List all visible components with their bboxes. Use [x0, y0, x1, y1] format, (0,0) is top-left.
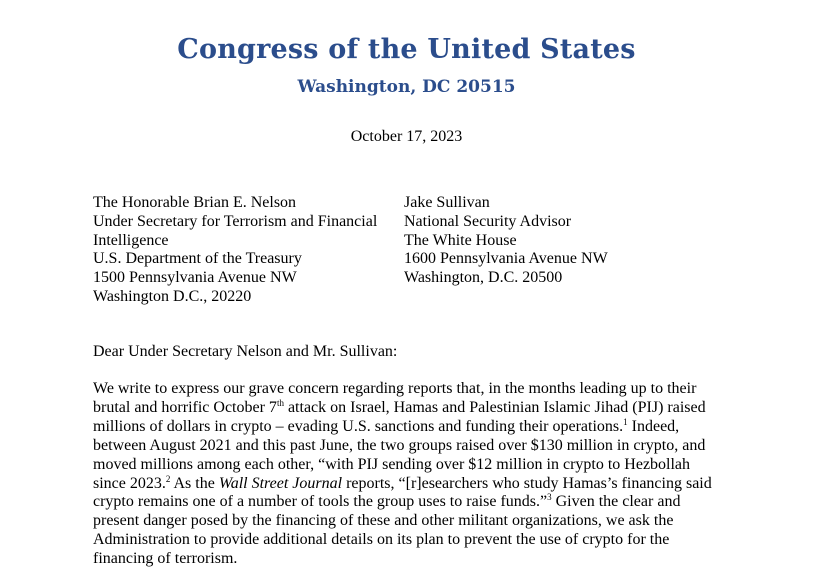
body-text: present danger posed by the financing of these and other militant organizations, we ask the — [93, 512, 674, 530]
recipient-left-line: Intelligence — [93, 231, 169, 249]
body-text: since 2023. — [93, 474, 166, 492]
recipient-left-line: The Honorable Brian E. Nelson — [93, 194, 297, 211]
body-text: crypto remains one of a number of tools the group uses to raise funds.” — [93, 493, 548, 511]
recipient-right-line: The White House — [404, 231, 517, 249]
body-text: financing of terrorism. — [93, 550, 238, 568]
salutation: Dear Under Secretary Nelson and Mr. Sullivan: — [93, 343, 398, 360]
body-text: As the — [170, 474, 219, 492]
footnote-marker: 1 — [623, 416, 628, 427]
body-line — [93, 550, 733, 569]
body-text: Indeed, — [627, 417, 680, 435]
ordinal-superscript: th — [276, 397, 284, 408]
body-text: Given the clear and — [551, 493, 681, 511]
recipient-right-line: 1600 Pennsylvania Avenue NW — [404, 250, 608, 268]
body-line — [93, 418, 733, 437]
body-line — [93, 399, 733, 418]
publication-title: Wall Street Journal — [218, 474, 343, 492]
body-line — [93, 531, 733, 550]
recipient-right-line: Washington, D.C. 20500 — [404, 269, 563, 287]
recipient-right-line: Jake Sullivan — [404, 194, 490, 211]
body-text: millions of dollars in crypto – evading U.S. sanctions and funding their operations. — [93, 417, 624, 435]
body-text: Administration to provide additional details on its plan to prevent the use of crypto for the — [93, 531, 670, 549]
letterhead-address: Washington, DC 20515 — [297, 77, 516, 97]
recipient-block-left — [93, 194, 377, 307]
recipient-block-right — [404, 194, 608, 288]
body-line — [93, 380, 733, 399]
body-text: between August 2021 and this past June, the two groups raised over $130 million in crypto, and — [93, 436, 706, 454]
recipient-left-line: Washington D.C., 20220 — [93, 287, 252, 305]
recipient-left-line: U.S. Department of the Treasury — [93, 250, 302, 268]
body-text: moved millions among each other, “with PIJ sending over $12 million in crypto to Hezbollah — [93, 455, 691, 473]
body-line — [93, 512, 733, 531]
body-text: attack on Israel, Hamas and Palestinian Islamic Jihad (PIJ) raised — [283, 398, 706, 416]
letter-date: October 17, 2023 — [350, 128, 463, 145]
body-text: brutal and horrific October 7 — [93, 398, 277, 416]
letterhead-title: Congress of the United States — [177, 34, 636, 65]
recipient-right-line: National Security Advisor — [404, 212, 572, 230]
footnote-marker: 3 — [547, 492, 552, 503]
recipient-left-line: Under Secretary for Terrorism and Financial — [93, 212, 378, 230]
body-line — [93, 493, 733, 512]
footnote-marker: 2 — [165, 473, 171, 484]
body-text: We write to express our grave concern regarding reports that, in the months leading up to their — [93, 380, 697, 397]
body-line — [93, 456, 733, 475]
body-text: reports, “[r]esearchers who study Hamas’s financing said — [342, 474, 712, 492]
body-line — [93, 437, 733, 456]
body-paragraph — [93, 380, 733, 569]
recipient-left-line: 1500 Pennsylvania Avenue NW — [93, 269, 297, 287]
body-line — [93, 475, 733, 494]
